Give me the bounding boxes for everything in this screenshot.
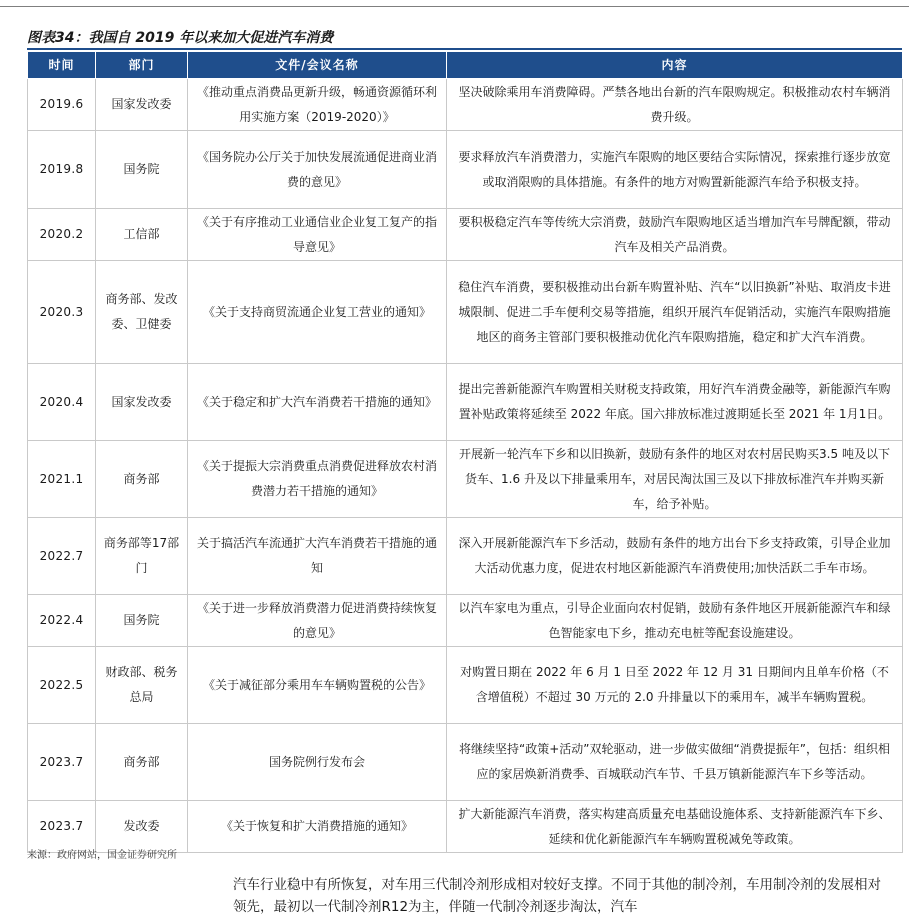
content-cell: 以汽车家电为重点，引导企业面向农村促销，鼓励有条件地区开展新能源汽车和绿色智能家电下乡，推动充电桩等配套设施建设。 [447,595,903,647]
time-cell: 2020.4 [28,364,96,441]
department-cell: 国务院 [96,595,188,647]
header-department: 部门 [96,52,188,79]
time-cell: 2019.8 [28,131,96,209]
document-cell: 《推动重点消费品更新升级，畅通资源循环利用实施方案（2019-2020）》 [188,79,447,131]
time-cell: 2020.3 [28,261,96,364]
document-cell: 国务院例行发布会 [188,724,447,801]
document-cell: 《关于稳定和扩大汽车消费若干措施的通知》 [188,364,447,441]
title-rule [27,48,902,50]
time-cell: 2019.6 [28,79,96,131]
time-cell: 2022.4 [28,595,96,647]
document-cell: 《关于有序推动工业通信业企业复工复产的指导意见》 [188,209,447,261]
header-content: 内容 [447,52,903,79]
table-row [28,209,903,261]
time-cell: 2023.7 [28,801,96,853]
table-row [28,595,903,647]
department-cell: 商务部 [96,441,188,518]
content-cell: 要积极稳定汽车等传统大宗消费，鼓励汽车限购地区适当增加汽车号牌配额，带动汽车及相关产品消费。 [447,209,903,261]
time-cell: 2020.2 [28,209,96,261]
time-cell: 2023.7 [28,724,96,801]
document-cell: 《关于进一步释放消费潜力促进消费持续恢复的意见》 [188,595,447,647]
content-cell: 将继续坚持“政策+活动”双轮驱动，进一步做实做细“消费提振年”，包括：组织相应的家居焕新消费季、百城联动汽车节、千县万镇新能源汽车下乡等活动。 [447,724,903,801]
table-row [28,441,903,518]
figure-title: 图表34：我国自 2019 年以来加大促进汽车消费 [27,30,334,46]
table-row [28,261,903,364]
table-row [28,647,903,724]
content-cell: 对购置日期在 2022 年 6 月 1 日至 2022 年 12 月 31 日期间内且单车价格（不含增值税）不超过 30 万元的 2.0 升排量以下的乘用车，减半车辆购置税。 [447,647,903,724]
content-cell: 提出完善新能源汽车购置相关财税支持政策，用好汽车消费金融等，新能源汽车购置补贴政策将延续至 2022 年底。国六排放标准过渡期延长至 2021 年 1月1日。 [447,364,903,441]
table-row [28,79,903,131]
department-cell: 国家发改委 [96,79,188,131]
time-cell: 2022.7 [28,518,96,595]
table-header-row [28,52,903,79]
table-row [28,801,903,853]
content-cell: 要求释放汽车消费潜力，实施汽车限购的地区要结合实际情况，探索推行逐步放宽或取消限购的具体措施。有条件的地方对购置新能源汽车给予积极支持。 [447,131,903,209]
department-cell: 工信部 [96,209,188,261]
department-cell: 商务部等17部门 [96,518,188,595]
header-time: 时间 [28,52,96,79]
document-cell: 《关于支持商贸流通企业复工营业的通知》 [188,261,447,364]
content-cell: 开展新一轮汽车下乡和以旧换新，鼓励有条件的地区对农村居民购买3.5 吨及以下货车、1.6 升及以下排量乘用车，对居民淘汰国三及以下排放标准汽车并购买新车，给予补贴。 [447,441,903,518]
content-cell: 扩大新能源汽车消费，落实构建高质量充电基础设施体系、支持新能源汽车下乡、延续和优化新能源汽车车辆购置税减免等政策。 [447,801,903,853]
policy-table [27,51,903,853]
top-rule [0,6,909,7]
department-cell: 发改委 [96,801,188,853]
content-cell: 稳住汽车消费，要积极推动出台新车购置补贴、汽车“以旧换新”补贴、取消皮卡进城限制、促进二手车便利交易等措施，组织开展汽车促销活动，实施汽车限购措施地区的商务主管部门要积极推动优化汽车限购措施，稳定和扩大汽车消费。 [447,261,903,364]
source-note: 来源：政府网站，国金证券研究所 [27,850,177,861]
document-cell: 《关于减征部分乘用车车辆购置税的公告》 [188,647,447,724]
document-cell: 关于搞活汽车流通扩大汽车消费若干措施的通知 [188,518,447,595]
time-cell: 2022.5 [28,647,96,724]
table-row [28,724,903,801]
content-cell: 深入开展新能源汽车下乡活动，鼓励有条件的地方出台下乡支持政策，引导企业加大活动优惠力度，促进农村地区新能源汽车消费使用;加快活跃二手车市场。 [447,518,903,595]
document-cell: 《关于提振大宗消费重点消费促进释放农村消费潜力若干措施的通知》 [188,441,447,518]
department-cell: 国家发改委 [96,364,188,441]
time-cell: 2021.1 [28,441,96,518]
document-cell: 《国务院办公厅关于加快发展流通促进商业消费的意见》 [188,131,447,209]
department-cell: 商务部、发改委、卫健委 [96,261,188,364]
table-row [28,364,903,441]
content-cell: 坚决破除乘用车消费障碍。严禁各地出台新的汽车限购规定。积极推动农村车辆消费升级。 [447,79,903,131]
department-cell: 国务院 [96,131,188,209]
table-row [28,518,903,595]
department-cell: 商务部 [96,724,188,801]
document-cell: 《关于恢复和扩大消费措施的通知》 [188,801,447,853]
body-paragraph: 汽车行业稳中有所恢复，对车用三代制冷剂形成相对较好支撑。不同于其他的制冷剂，车用制冷剂的发展相对领先，最初以一代制冷剂R12为主，伴随一代制冷剂逐步淘汰，汽车 [233,877,881,915]
table-row [28,131,903,209]
department-cell: 财政部、税务总局 [96,647,188,724]
header-document: 文件/会议名称 [188,52,447,79]
